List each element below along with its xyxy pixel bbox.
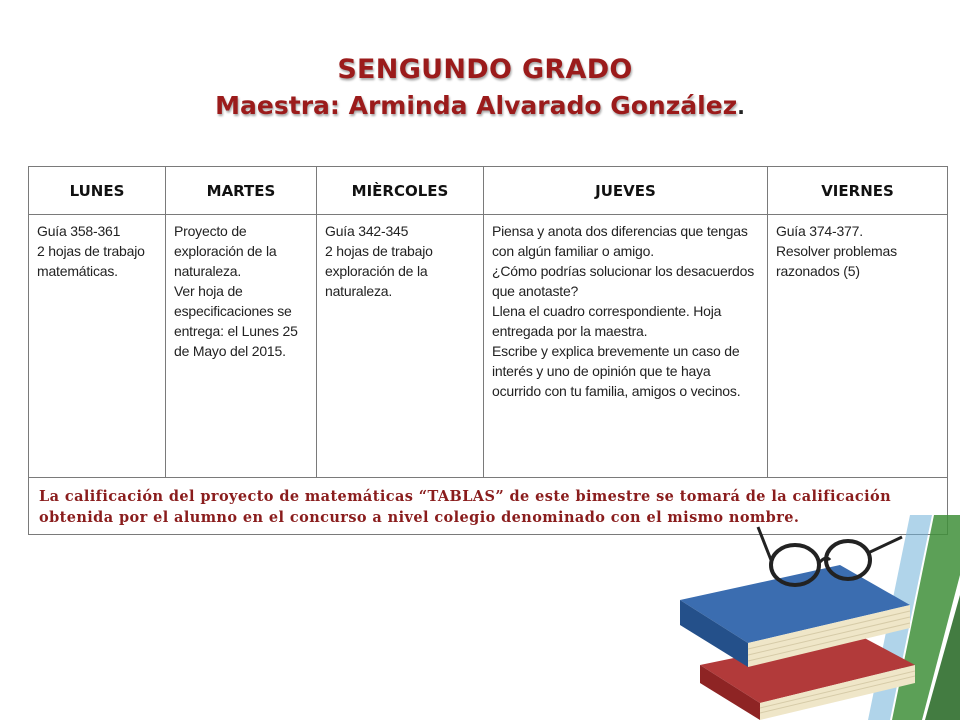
task-line: Llena el cuadro correspondiente. Hoja entregada por la maestra. (492, 303, 722, 339)
day-monday: LUNES (29, 167, 166, 215)
title-block (0, 52, 960, 125)
task-line: Ver hoja de especificaciones se entrega: el Lunes 25 de Mayo del 2015. (174, 283, 298, 359)
task-line: Guía 374-377. (776, 223, 863, 239)
day-tuesday: MARTES (166, 167, 317, 215)
day-wednesday: MIÈRCOLES (317, 167, 484, 215)
task-line: Guía 342-345 (325, 223, 409, 239)
task-line: ¿Cómo podrías solucionar los desacuerdos que anotaste? (492, 263, 755, 299)
task-line: 2 hojas de trabajo matemáticas. (37, 243, 145, 279)
task-line: Piensa y anota dos diferencias que tengas con algún familiar o amigo. (492, 223, 748, 259)
note-row (29, 478, 948, 535)
table-row (29, 215, 948, 478)
task-line: Escribe y explica brevemente un caso de interés y uno de opinión que te haya ocurrido con tu familia, amigos o vecinos. (492, 343, 741, 399)
day-thursday: JUEVES (484, 167, 768, 215)
task-line: Guía 358-361 (37, 223, 121, 239)
grade-title: SENGUNDO GRADO (337, 54, 633, 85)
header-row (29, 167, 948, 215)
thursday-tasks (484, 215, 768, 478)
teacher-name (0, 88, 960, 125)
teacher-line: Maestra: Arminda Alvarado González (215, 91, 738, 120)
wednesday-tasks (317, 215, 484, 478)
grading-note: La calificación del proyecto de matemáticas “TABLAS” de este bimestre se tomará de la calificación obtenida por el alumno en el concurso a nivel colegio denominado con el mismo nombre. (29, 478, 948, 535)
tuesday-tasks (166, 215, 317, 478)
teacher-period: . (737, 95, 745, 119)
task-line: 2 hojas de trabajo exploración de la naturaleza. (325, 243, 433, 299)
books-and-glasses-icon (640, 515, 960, 720)
day-friday: VIERNES (768, 167, 948, 215)
schedule-table (28, 166, 948, 535)
task-line: Proyecto de exploración de la naturaleza. (174, 223, 277, 279)
task-line: Resolver problemas razonados (5) (776, 243, 897, 279)
friday-tasks (768, 215, 948, 478)
monday-tasks (29, 215, 166, 478)
